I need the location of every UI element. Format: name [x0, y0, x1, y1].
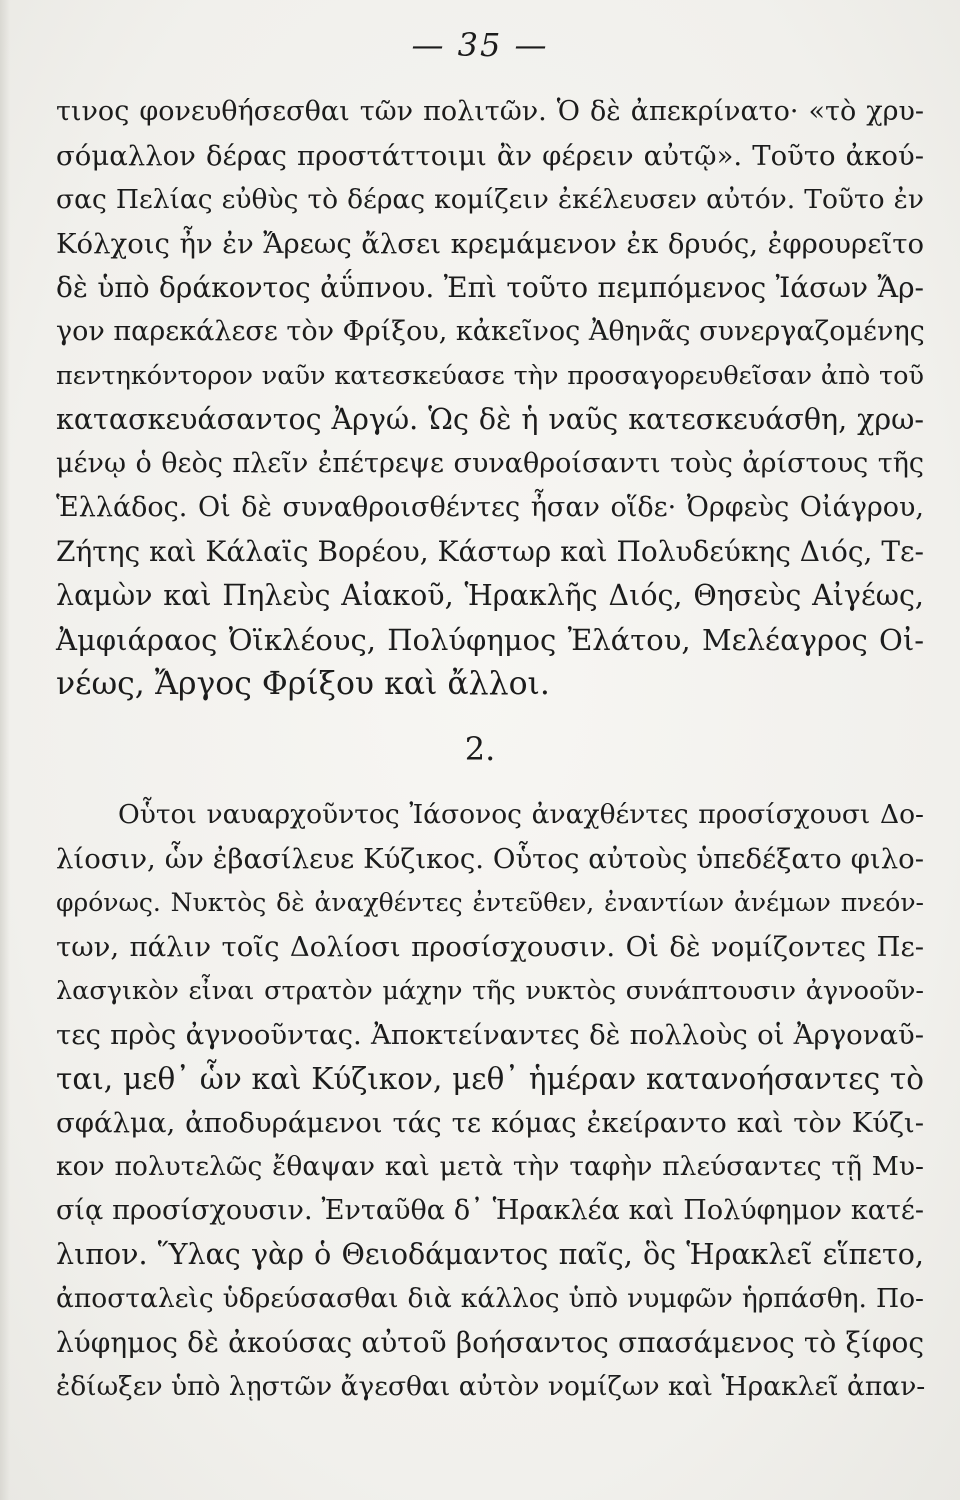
text-line: δὲ ὑπὸ δράκοντος ἀΰπνου. Ἐπὶ τοῦτο πεμπόμενος Ἰάσων Ἄρ-	[56, 271, 924, 304]
text-line: λιπον. Ὕλας γὰρ ὁ Θειοδάμαντος παῖς, ὃς Ἡρακλεῖ εἵπετο,	[56, 1238, 924, 1271]
text-line: Ἀμφιάραος Ὀϊκλέους, Πολύφημος Ἐλάτου, Μελέαγρος Οἰ-	[56, 623, 924, 657]
text-line: κατασκευάσαντος Ἀργώ. Ὡς δὲ ἡ ναῦς κατεσκευάσθη, χρω-	[56, 403, 924, 436]
text-line: γον παρεκάλεσε τὸν Φρίξου, κἀκεῖνος Ἀθηνᾶς συνεργαζομένης	[56, 316, 925, 347]
text-line: ται, μεθ᾽ ὧν καὶ Κύζικον, μεθ᾽ ἡμέραν κατανοήσαντες τὸ	[56, 1062, 924, 1096]
text-line: Ζήτης καὶ Κάλαϊς Βορέου, Κάστωρ καὶ Πολυδεύκης Διός, Τε-	[56, 535, 924, 568]
section-number: 2.	[464, 730, 496, 768]
text-line: λαμὼν καὶ Πηλεὺς Αἰακοῦ, Ἡρακλῆς Διός, Θησεὺς Αἰγέως,	[56, 579, 924, 612]
text-line: νέως, Ἄργος Φρίξου καὶ ἄλλοι.	[56, 666, 550, 702]
text-line: σας Πελίας εὐθὺς τὸ δέρας κομίζειν ἐκέλευσεν αὐτόν. Τοῦτο ἐν	[56, 184, 924, 215]
text-line: λίοσιν, ὧν ἐβασίλευε Κύζικος. Οὗτος αὐτοὺς ὑπεδέξατο φιλο-	[56, 843, 924, 875]
text-line: πεντηκόντορον ναῦν κατεσκεύασε τὴν προσαγορευθεῖσαν ἀπὸ τοῦ	[56, 361, 924, 391]
text-line: μένῳ ὁ θεὸς πλεῖν ἐπέτρεψε συναθροίσαντι τοὺς ἀρίστους τῆς	[56, 448, 924, 479]
text-line: Κόλχοις ἦν ἐν Ἄρεως ἄλσει κρεμάμενον ἐκ δρυός, ἐφρουρεῖτο	[56, 228, 924, 260]
text-line: τινος φονευθήσεσθαι τῶν πολιτῶν. Ὁ δὲ ἀπεκρίνατο· «τὸ χρυ-	[56, 96, 924, 127]
text-line: λασγικὸν εἶναι στρατὸν μάχην τῆς νυκτὸς συνάπτουσιν ἀγνοοῦν-	[56, 976, 924, 1006]
text-line: ἀποσταλεὶς ὑδρεύσασθαι διὰ κάλλος ὑπὸ νυμφῶν ἡρπάσθη. Πο-	[56, 1283, 924, 1314]
text-line: τες πρὸς ἀγνοοῦντας. Ἀποκτείναντες δὲ πολλοὺς οἱ Ἀργοναῦ-	[56, 1019, 924, 1051]
text-line: Οὗτοι ναυαρχοῦντος Ἰάσονος ἀναχθέντες προσίσχουσι Δο-	[118, 799, 924, 830]
text-line: κον πολυτελῶς ἔθαψαν καὶ μετὰ τὴν ταφὴν πλεύσαντες τῇ Μυ-	[56, 1151, 924, 1182]
page-number: — 35 —	[411, 26, 549, 64]
text-line: σόμαλλον δέρας προστάττοιμι ἂν φέρειν αὐτῷ». Τοῦτο ἀκού-	[56, 140, 924, 172]
text-line: λύφημος δὲ ἀκούσας αὐτοῦ βοήσαντος σπασάμενος τὸ ξίφος	[56, 1326, 924, 1359]
text-line: σίᾳ προσίσχουσιν. Ἐνταῦθα δ᾽ Ἡρακλέα καὶ Πολύφημον κατέ-	[56, 1195, 924, 1226]
text-line: Ἑλλάδος. Οἱ δὲ συναθροισθέντες ἦσαν οἵδε· Ὀρφεὺς Οἰάγρου,	[56, 492, 924, 523]
text-line: φρόνως. Νυκτὸς δὲ ἀναχθέντες ἐντεῦθεν, ἐναντίων ἀνέμων πνεόν-	[56, 888, 924, 917]
text-line: ἐδίωξεν ὑπὸ λῃστῶν ἄγεσθαι αὐτὸν νομίζων καὶ Ἡρακλεῖ ἀπαν-	[56, 1371, 926, 1402]
text-line: των, πάλιν τοῖς Δολίοσι προσίσχουσιν. Οἱ δὲ νομίζοντες Πε-	[56, 931, 924, 963]
text-line: σφάλμα, ἀποδυράμενοι τάς τε κόμας ἐκείραντο καὶ τὸν Κύζι-	[56, 1107, 924, 1139]
